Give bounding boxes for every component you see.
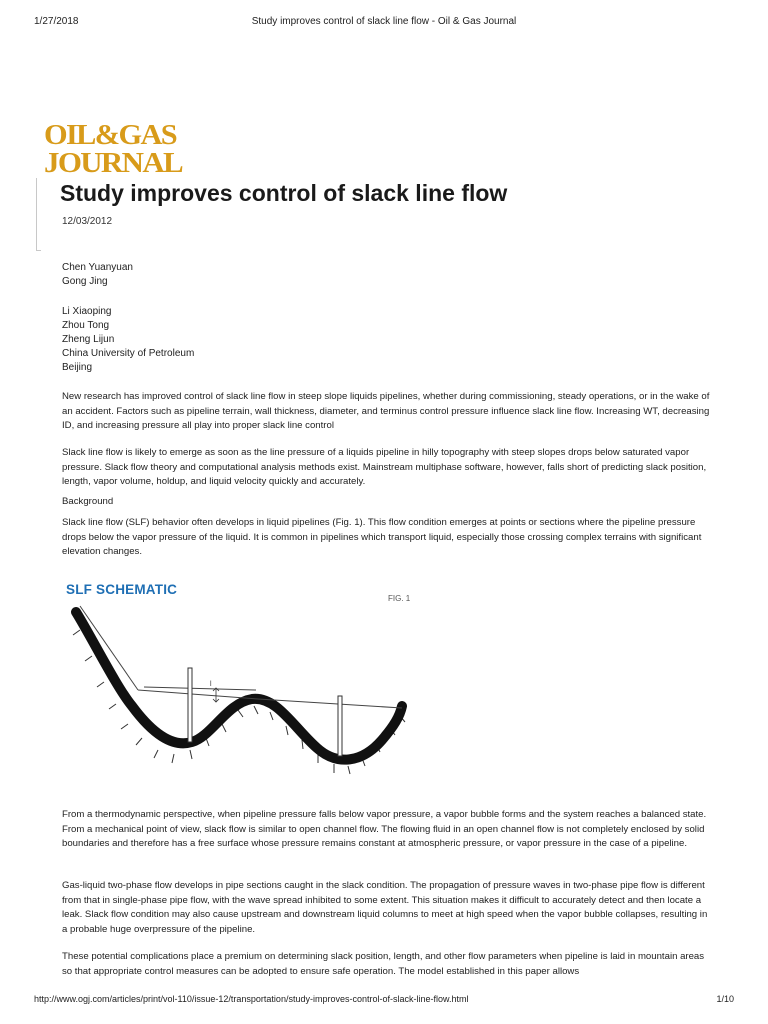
standpipe bbox=[188, 668, 192, 742]
paragraph-background: Slack line flow (SLF) behavior often develops in liquid pipelines (Fig. 1). This flow condition emerges at points or sections where the pipeline pressure drops below the vapor pressure of the liquid. It is common in pipelines which transport liquid, especially those crossing complex terrains with significant elevation changes. bbox=[62, 517, 702, 558]
slf-schematic-figure bbox=[62, 578, 422, 778]
standpipe bbox=[338, 696, 342, 756]
section-heading-background: Background bbox=[62, 496, 114, 507]
left-rule-divider bbox=[36, 178, 41, 251]
dimension-label: l bbox=[210, 681, 212, 688]
pipeline-profile bbox=[76, 612, 402, 760]
figure-number: FIG. 1 bbox=[388, 594, 411, 603]
article-date: 12/03/2012 bbox=[62, 216, 113, 227]
paragraph-slack-line: Slack line flow is likely to emerge as soon as the line pressure of a liquids pipeline in hilly topography with steep slopes drops below saturated vapor pressure. Slack flow theory and computational analysis methods exist. Mainstream multiphase software, however, falls short of predicting slack position, length, vapor volume, holdup, and liquid velocity quickly and accurately. bbox=[62, 447, 707, 488]
hydraulic-grade-line bbox=[138, 690, 258, 699]
author-name: Gong Jing bbox=[62, 276, 108, 287]
oil-gas-journal-logo[interactable] bbox=[42, 118, 192, 178]
paragraph-two-phase: Gas-liquid two-phase flow develops in pipe sections caught in the slack condition. The propagation of pressure waves in two-phase pipe flow is different from that in single-phase pipe flow, with the wave spread inhibited to some extent. This situation makes it difficult to accurately detect and then locate a leak. Slack flow condition may also cause upstream and downstream liquid columns to meet at high speed when the vapor bubble collapses, resulting in a probable huge overpressure of the pipeline. bbox=[62, 880, 708, 935]
print-date: 1/27/2018 bbox=[34, 16, 79, 27]
paragraph-complications: These potential complications place a premium on determining slack position, length, and other flow parameters when pipeline is laid in mountain areas so that appropriate control measures can be adopted to ensure safe operation. The model established in this paper allows bbox=[62, 951, 705, 977]
author-affiliation: China University of Petroleum bbox=[62, 348, 195, 359]
author-list-1 bbox=[62, 261, 133, 289]
paragraph-intro: New research has improved control of slack line flow in steep slope liquids pipelines, whether during commissioning, steady operations, or in the wake of an accident. Factors such as pipeline terrain, wall thickness, diameter, and terminus control pressure influence slack line flow. Increasing WT, decreasing ID, and increasing pressure all play into proper slack line control bbox=[62, 391, 710, 432]
author-name: Zheng Lijun bbox=[62, 334, 115, 345]
slf-schematic-drawing bbox=[62, 578, 422, 778]
author-list-2 bbox=[62, 305, 194, 375]
liquid-level-line bbox=[144, 687, 256, 690]
author-name: Chen Yuanyuan bbox=[62, 262, 133, 273]
logo-line-1: OIL&GAS bbox=[44, 120, 178, 151]
author-location: Beijing bbox=[62, 362, 93, 373]
article-url-link[interactable]: http://www.ogj.com/articles/print/vol-110/issue-12/transportation/study-improves-control-of-slack-line-flow.html bbox=[34, 994, 469, 1004]
article-title: Study improves control of slack line flow bbox=[60, 180, 508, 206]
paragraph-thermodynamic: From a thermodynamic perspective, when pipeline pressure falls below vapor pressure, a vapor bubble forms and the system reaches a balanced state. From a mechanical point of view, slack flow is similar to open channel flow. The flowing fluid in an open channel flow is not completely enclosed by solid boundaries and therefore has a free surface whose pressure remains constant at atmospheric pressure, or vapor pressure in the case of a pipeline. bbox=[62, 809, 707, 850]
print-page-title: Study improves control of slack line flow - Oil & Gas Journal bbox=[251, 16, 517, 27]
author-name: Li Xiaoping bbox=[62, 306, 112, 317]
page-number: 1/10 bbox=[716, 994, 734, 1004]
logo-line-2: JOURNAL bbox=[44, 148, 183, 178]
print-header bbox=[34, 16, 734, 30]
figure-title: SLF SCHEMATIC bbox=[66, 582, 178, 597]
author-name: Zhou Tong bbox=[62, 320, 110, 331]
print-footer bbox=[34, 994, 734, 1008]
